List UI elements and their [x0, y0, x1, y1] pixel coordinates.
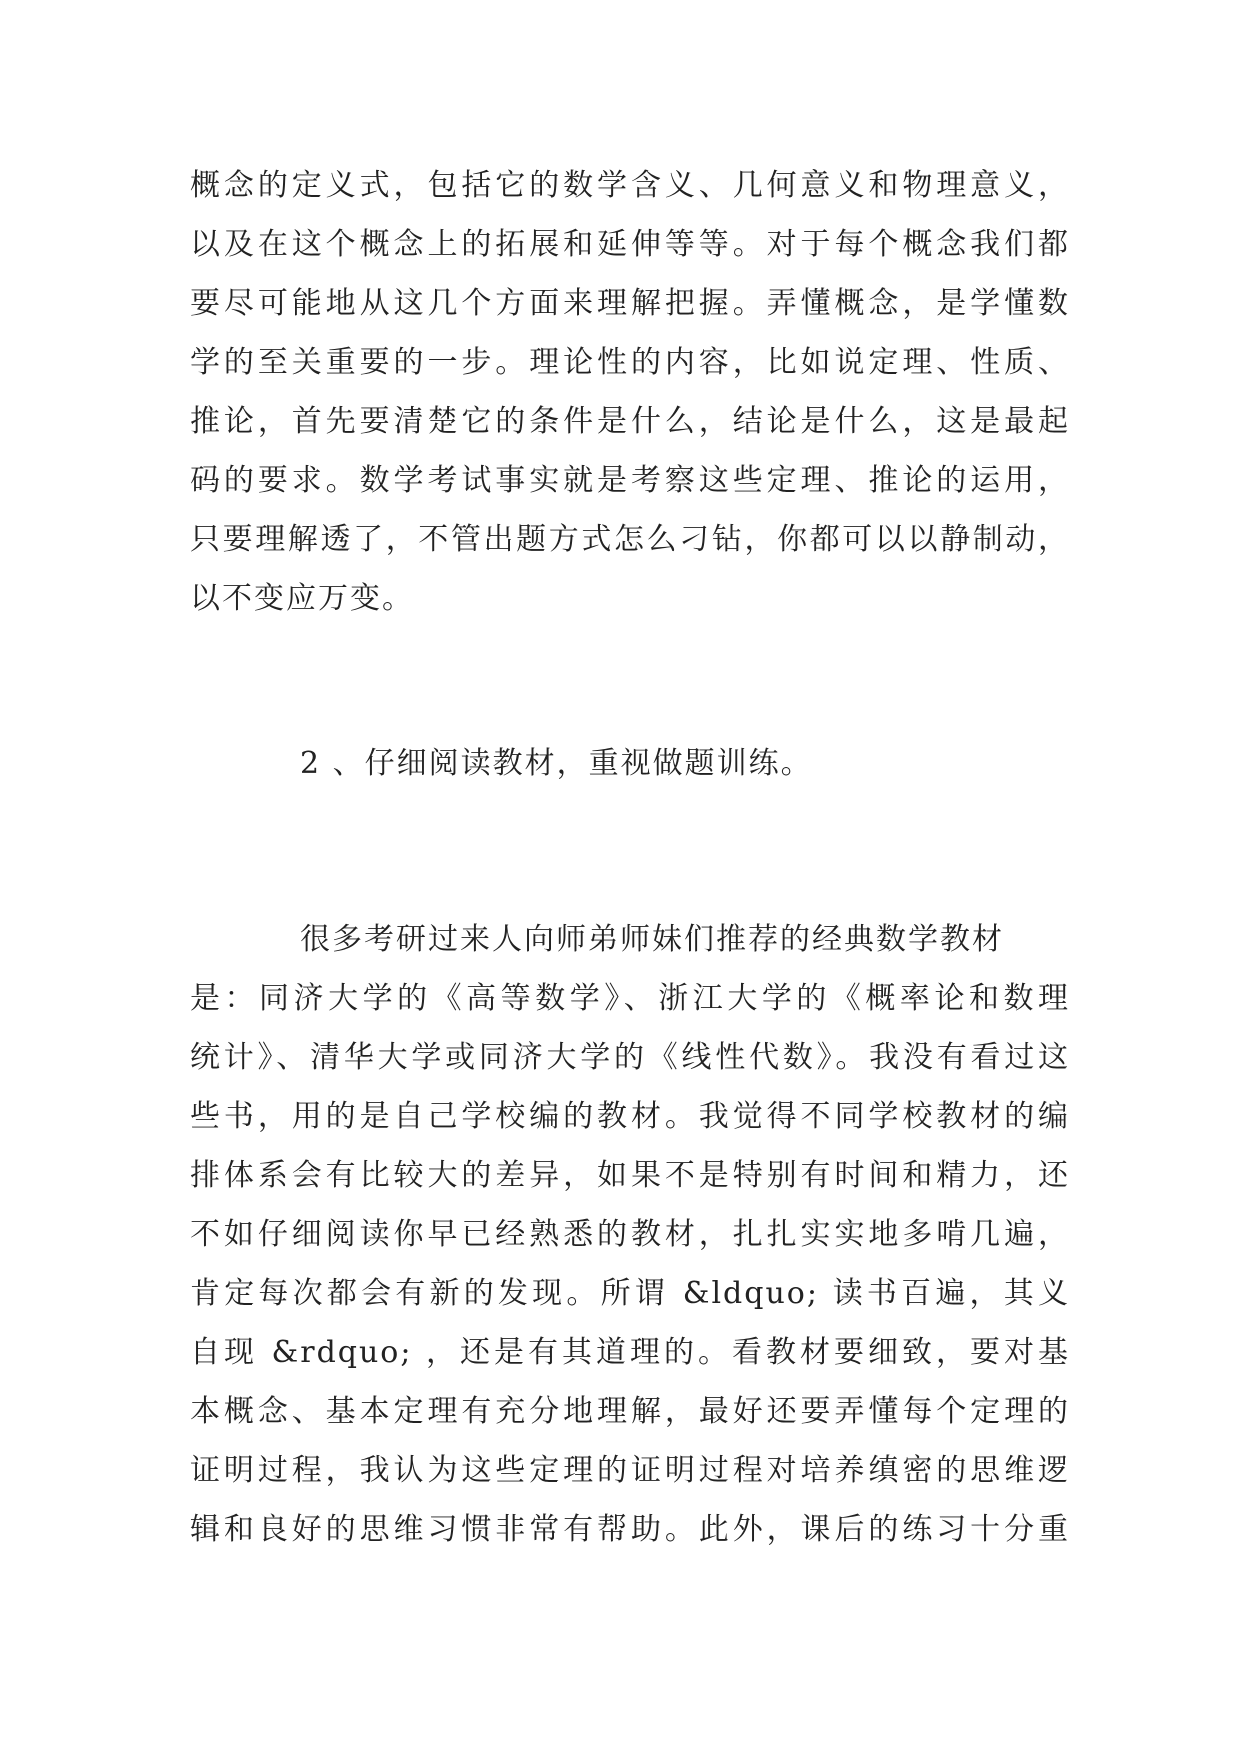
paragraph-line: 码的要求。数学考试事实就是考察这些定理、推论的运用， — [190, 463, 1070, 498]
paragraph-line: 自现 &rdquo; ，还是有其道理的。看教材要细致，要对基 — [190, 1335, 1070, 1370]
paragraph-line: 些书，用的是自己学校编的教材。我觉得不同学校教材的编 — [190, 1099, 1070, 1134]
paragraph-line: 学的至关重要的一步。理论性的内容，比如说定理、性质、 — [190, 345, 1070, 380]
paragraph-line: 推论，首先要清楚它的条件是什么，结论是什么，这是最起 — [190, 404, 1070, 439]
paragraph-line: 排体系会有比较大的差异，如果不是特别有时间和精力，还 — [190, 1158, 1070, 1193]
section-heading: 2 、仔细阅读教材，重视做题训练。 — [300, 746, 813, 781]
paragraph-line: 概念的定义式，包括它的数学含义、几何意义和物理意义， — [190, 168, 1070, 203]
paragraph-line: 以不变应万变。 — [190, 581, 414, 616]
paragraph-line: 本概念、基本定理有充分地理解，最好还要弄懂每个定理的 — [190, 1394, 1070, 1429]
paragraph-line: 肯定每次都会有新的发现。所谓 &ldquo; 读书百遍，其义 — [190, 1276, 1070, 1311]
paragraph-line: 证明过程，我认为这些定理的证明过程对培养缜密的思维逻 — [190, 1453, 1070, 1488]
paragraph-line: 辑和良好的思维习惯非常有帮助。此外，课后的练习十分重 — [190, 1512, 1070, 1547]
paragraph-line: 只要理解透了，不管出题方式怎么刁钻，你都可以以静制动， — [190, 522, 1070, 557]
paragraph-line: 要尽可能地从这几个方面来理解把握。弄懂概念，是学懂数 — [190, 286, 1070, 321]
paragraph-line: 不如仔细阅读你早已经熟悉的教材，扎扎实实地多啃几遍， — [190, 1217, 1070, 1252]
paragraph-line: 以及在这个概念上的拓展和延伸等等。对于每个概念我们都 — [190, 227, 1070, 262]
paragraph-line: 很多考研过来人向师弟师妹们推荐的经典数学教材 — [300, 922, 1004, 957]
paragraph-line: 统计》、清华大学或同济大学的《线性代数》。我没有看过这 — [190, 1040, 1070, 1075]
paragraph-line: 是：同济大学的《高等数学》、浙江大学的《概率论和数理 — [190, 981, 1070, 1016]
